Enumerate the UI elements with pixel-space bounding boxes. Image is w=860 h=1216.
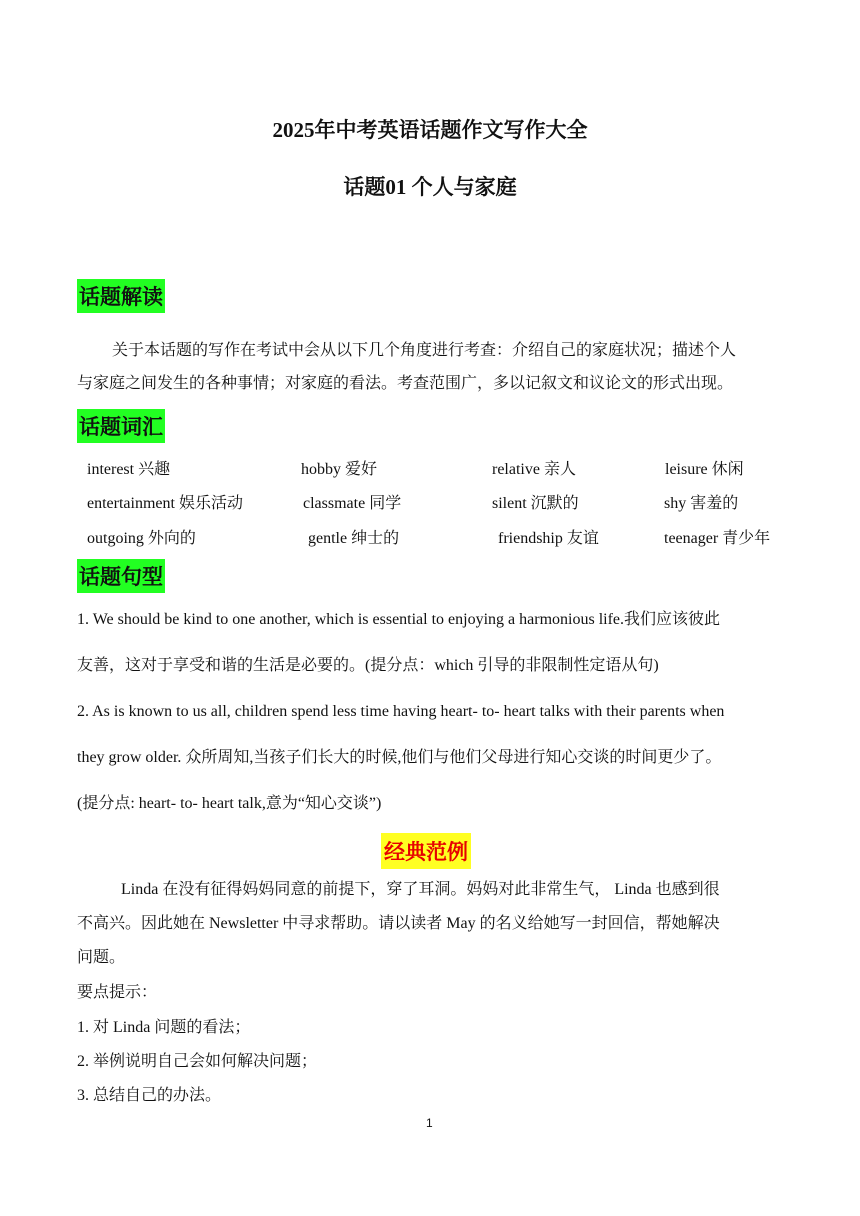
section-heading-example: 经典范例 bbox=[381, 833, 471, 869]
vocab-item: interest 兴趣 bbox=[87, 461, 171, 478]
interpretation-line-1: 关于本话题的写作在考试中会从以下几个角度进行考查：介绍自己的家庭状况；描述个人 bbox=[112, 342, 737, 359]
hint-point-1: 1. 对 Linda 问题的看法； bbox=[77, 1019, 251, 1036]
vocab-item: friendship 友谊 bbox=[498, 530, 599, 547]
vocab-item: hobby 爱好 bbox=[301, 461, 378, 478]
example-line-2: 不高兴。因此她在 Newsletter 中寻求帮助。请以读者 May 的名义给她写一封回信，帮她解决 bbox=[77, 915, 720, 932]
section-heading-vocabulary: 话题词汇 bbox=[77, 409, 165, 443]
vocab-item: entertainment 娱乐活动 bbox=[87, 495, 243, 512]
sentence-1-line-2: 友善，这对于享受和谐的生活是必要的。(提分点：which 引导的非限制性定语从句) bbox=[77, 657, 659, 674]
hint-point-2: 2. 举例说明自己会如何解决问题； bbox=[77, 1053, 318, 1070]
document-title: 2025年中考英语话题作文写作大全 bbox=[272, 118, 588, 142]
vocab-item: silent 沉默的 bbox=[492, 495, 579, 512]
vocab-item: classmate 同学 bbox=[303, 495, 402, 512]
vocab-item: outgoing 外向的 bbox=[87, 530, 196, 547]
page-number: 1 bbox=[426, 1116, 433, 1130]
vocab-item: shy 害羞的 bbox=[664, 495, 739, 512]
sentence-1-line-1: 1. We should be kind to one another, which is essential to enjoying a harmonious life.我们应该彼此 bbox=[77, 611, 721, 628]
sentence-2-line-2: they grow older. 众所周知,当孩子们长大的时候,他们与他们父母进行知心交谈的时间更少了。 bbox=[77, 749, 722, 766]
document-subtitle: 话题01 个人与家庭 bbox=[343, 175, 517, 199]
example-line-3: 问题。 bbox=[77, 949, 126, 966]
section-heading-interpretation: 话题解读 bbox=[77, 279, 165, 313]
interpretation-line-2: 与家庭之间发生的各种事情；对家庭的看法。考查范围广，多以记叙文和议论文的形式出现。 bbox=[77, 375, 734, 392]
hint-point-3: 3. 总结自己的办法。 bbox=[77, 1087, 222, 1104]
section-heading-sentences: 话题句型 bbox=[77, 559, 165, 593]
sentence-2-line-3: (提分点: heart- to- heart talk,意为“知心交谈”) bbox=[77, 795, 382, 812]
sentence-2-line-1: 2. As is known to us all, children spend less time having heart- to- heart talks with their parents when bbox=[77, 703, 725, 720]
hint-label: 要点提示： bbox=[77, 984, 158, 1001]
vocab-item: relative 亲人 bbox=[492, 461, 576, 478]
vocab-item: teenager 青少年 bbox=[664, 530, 771, 547]
vocab-item: leisure 休闲 bbox=[665, 461, 744, 478]
example-line-1: Linda 在没有征得妈妈同意的前提下，穿了耳洞。妈妈对此非常生气， Linda 也感到很 bbox=[121, 881, 720, 898]
vocab-item: gentle 绅士的 bbox=[308, 530, 400, 547]
